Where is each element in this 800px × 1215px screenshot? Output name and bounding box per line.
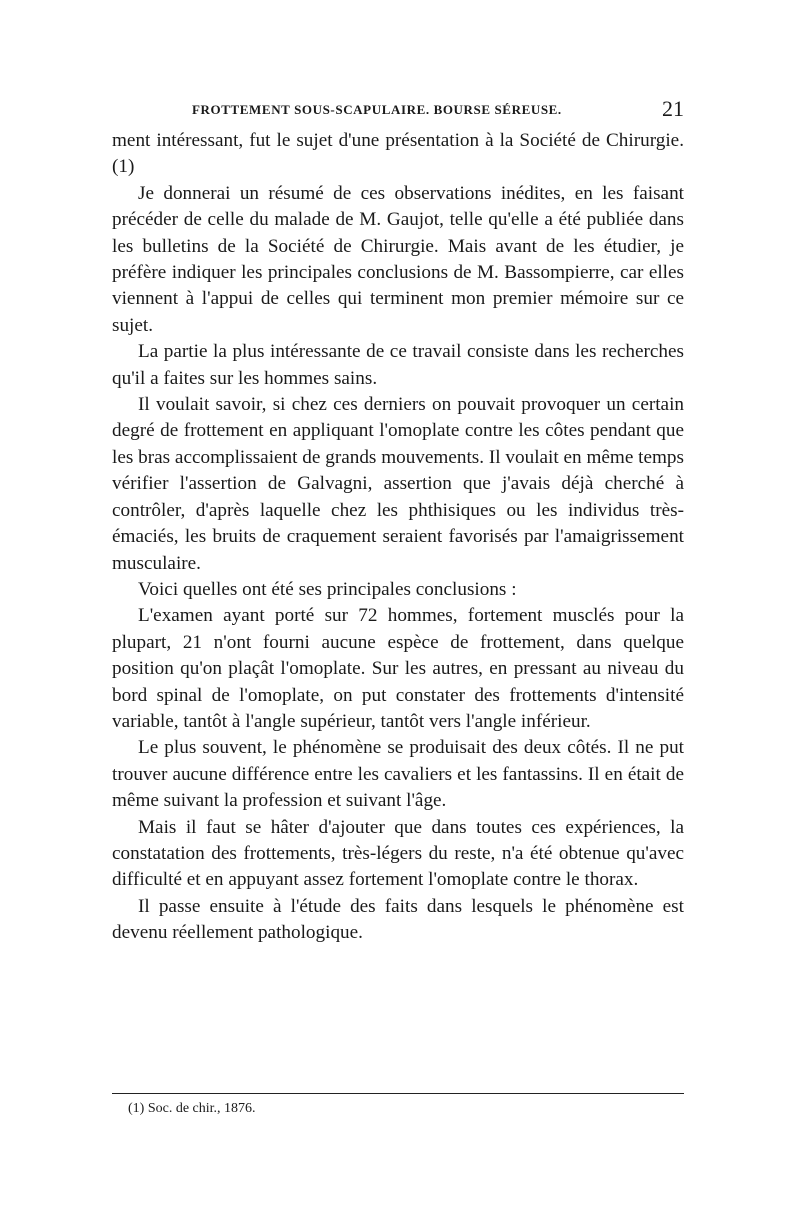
paragraph: Il passe ensuite à l'étude des faits dans lesquels le phénomène est devenu réellement pathologique. (112, 895, 684, 944)
paragraph: Je donnerai un résumé de ces observations inédites, en les faisant précéder de celle du malade de M. Gaujot, telle qu'elle a été publiée dans les bulletins de la Société de Chirurgie. Mais avant de les étudier, je préfère indiquer les principales conclusions de M. Bassompierre, car elles viennent à l'appui de celles qui terminent mon premier mémoire sur ce sujet. (112, 182, 684, 336)
running-head (112, 96, 684, 126)
paragraph: Mais il faut se hâter d'ajouter que dans toutes ces expériences, la constatation des frottements, très-légers du reste, n'a été obtenue qu'avec difficulté et en appuyant assez fortement l'omoplate contre le thorax. (112, 816, 684, 891)
footnote: (1) Soc. de chir., 1876. (128, 1101, 256, 1116)
paragraph-continuation: ment intéressant, fut le sujet d'une présentation à la Société de Chirurgie. (1) (112, 130, 684, 178)
paragraph: Le plus souvent, le phénomène se produisait des deux côtés. Il ne put trouver aucune différence entre les cavaliers et les fantassins. Il en était de même suivant la profession et suivant l'âge. (112, 737, 684, 812)
paragraph: Il voulait savoir, si chez ces derniers on pouvait provoquer un certain degré de frottement en appliquant l'omoplate contre les côtes pendant que les bras accomplissaient de grands mouvements. Il voulait en même temps vérifier l'assertion de Galvagni, assertion que j'avais déjà cherché à contrôler, d'après laquelle chez les phthisiques ou les individus très-émaciés, les bruits de craquement seraient favorisés par l'amaigrissement musculaire. (112, 394, 684, 574)
footnote-rule (112, 1093, 684, 1094)
paragraph: Voici quelles ont été ses principales conclusions : (138, 578, 517, 600)
page-number: 21 (662, 96, 684, 121)
running-title: FROTTEMENT SOUS-SCAPULAIRE. BOURSE SÉREUSE. (192, 102, 562, 117)
paragraph: La partie la plus intéressante de ce travail consiste dans les recherches qu'il a faites sur les hommes sains. (112, 341, 684, 389)
paragraph: L'examen ayant porté sur 72 hommes, fortement musclés pour la plupart, 21 n'ont fourni aucune espèce de frottement, dans quelque position qu'on plaçât l'omoplate. Sur les autres, en pressant au niveau du bord spinal de l'omoplate, on put constater des frottements d'intensité variable, tantôt à l'angle supérieur, tantôt vers l'angle inférieur. (112, 605, 684, 732)
body-text (112, 128, 684, 947)
